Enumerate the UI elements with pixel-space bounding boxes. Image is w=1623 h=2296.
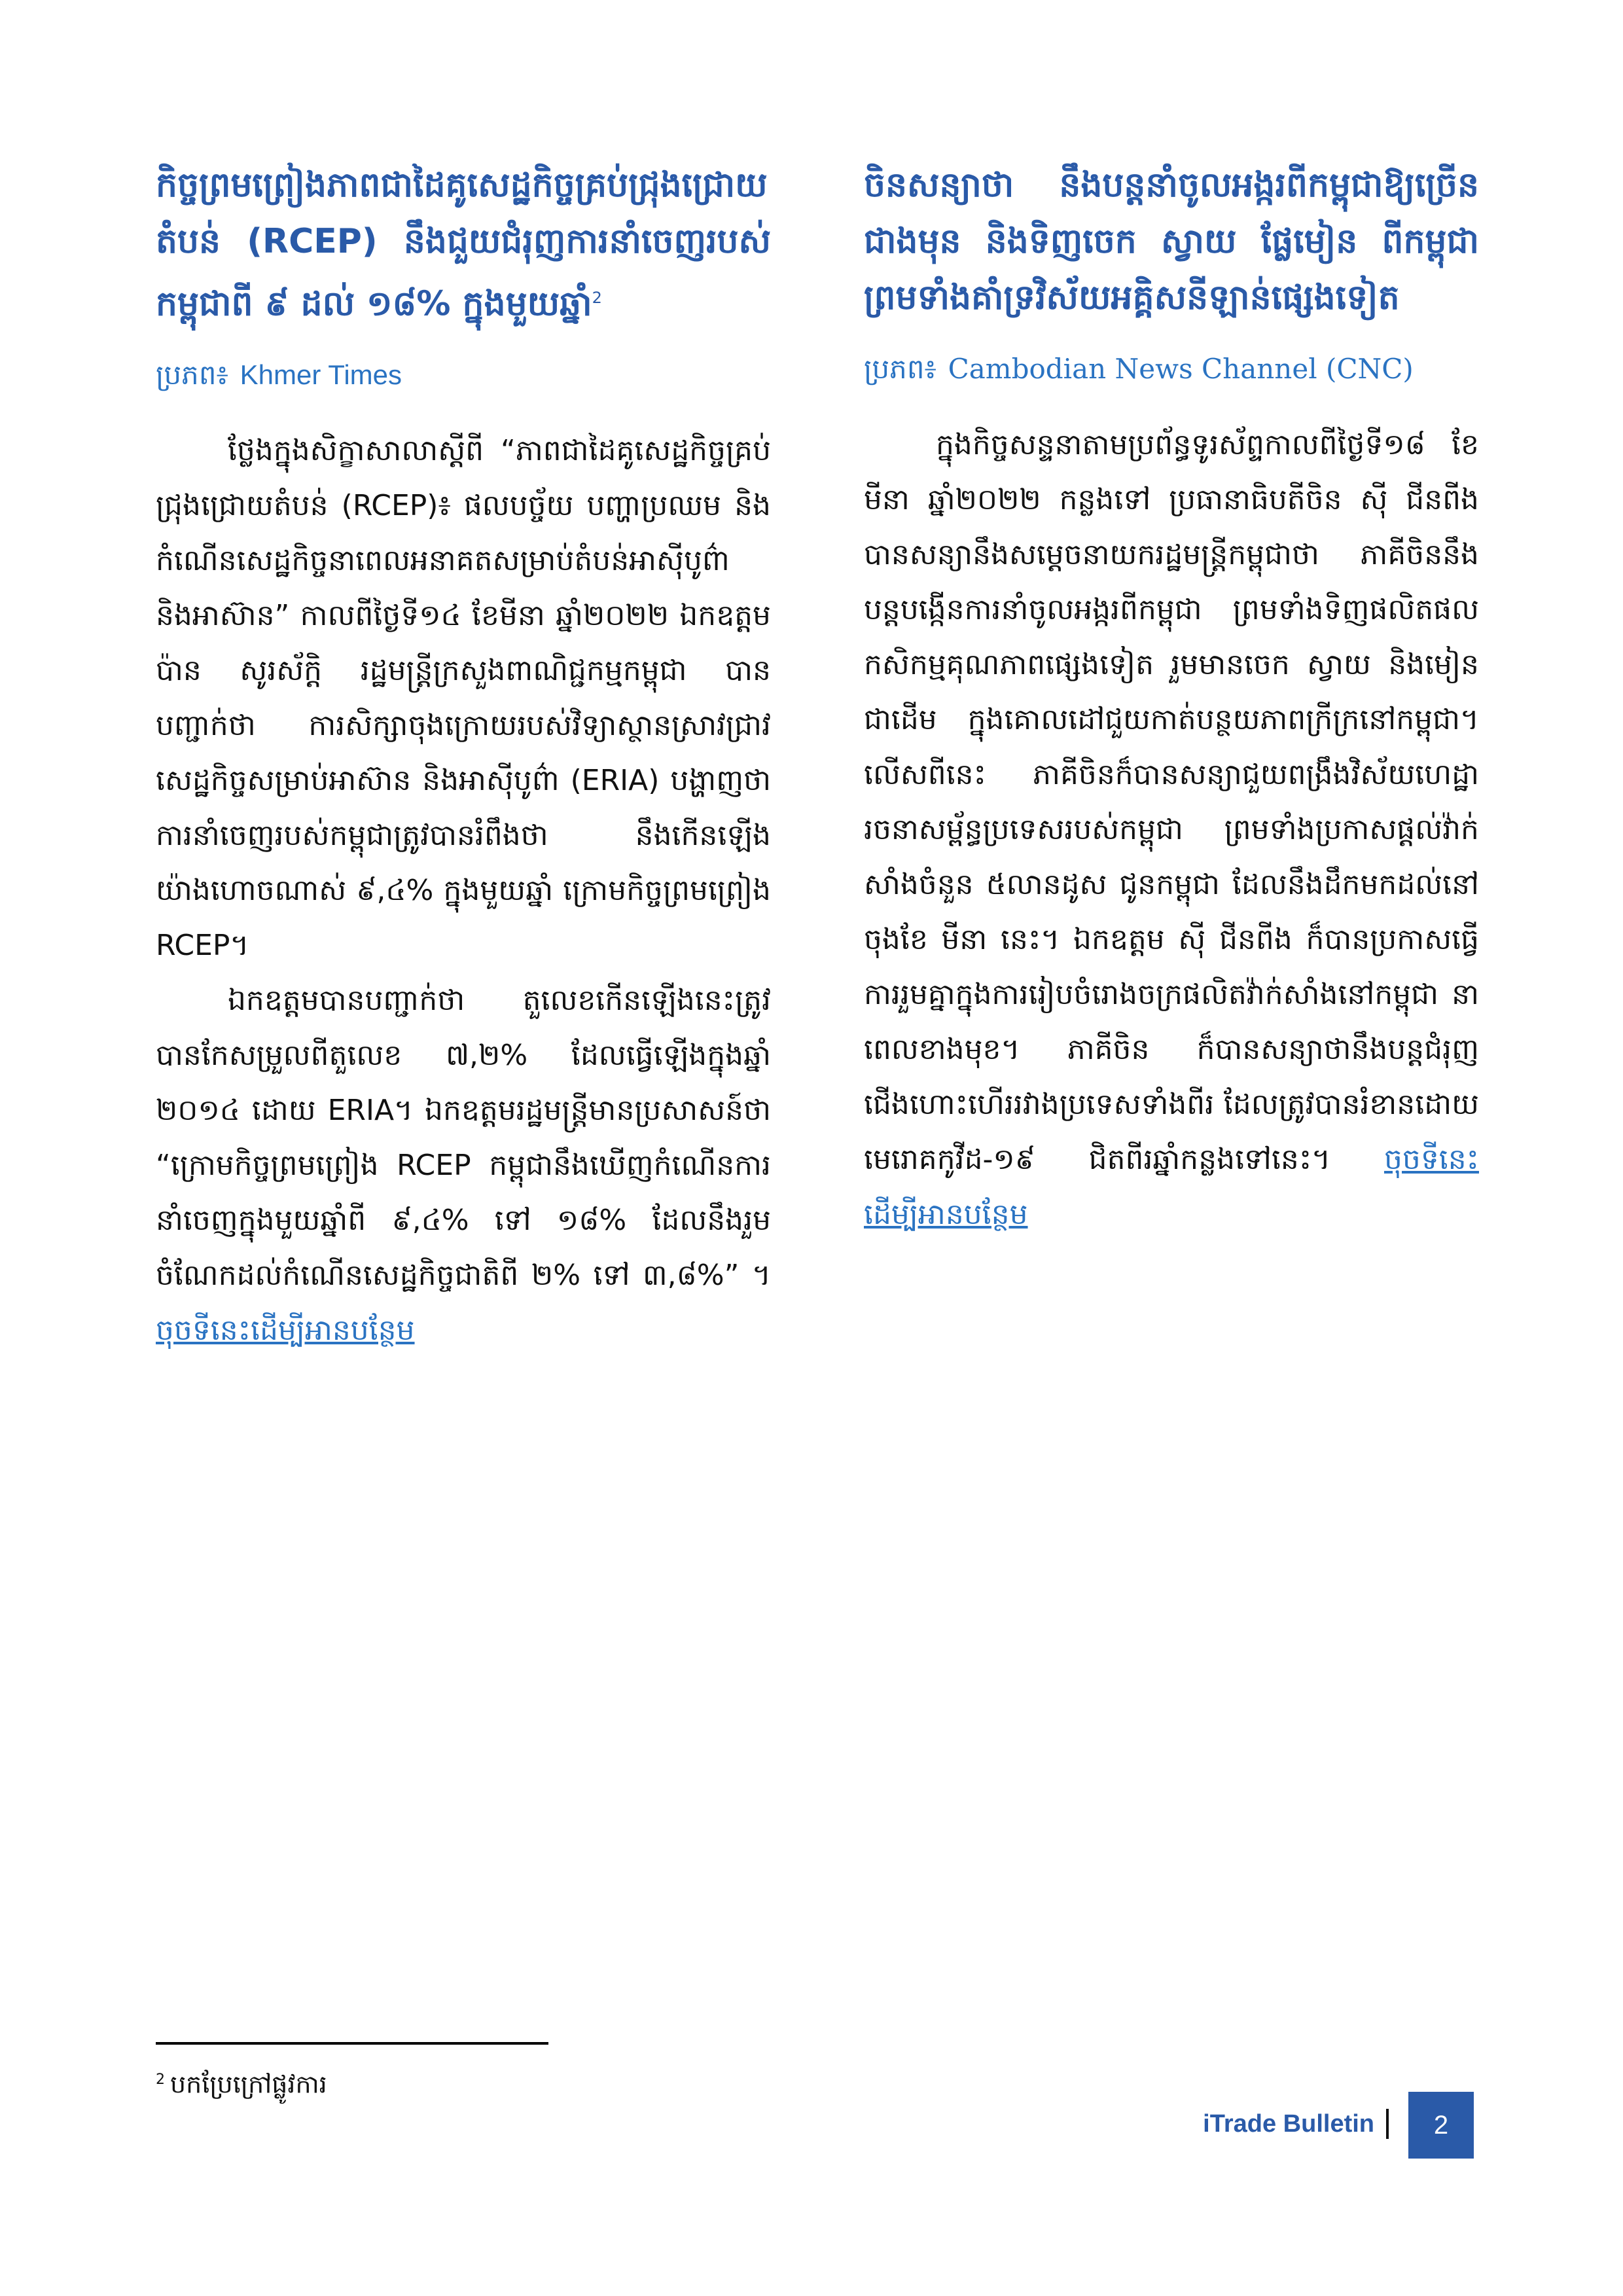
article-rcep xyxy=(156,157,771,1358)
paragraph-text: ក្នុងកិច្ចសន្ទនាតាមប្រព័ន្ធទូរស័ព្ទកាលពីថ្ងៃទី១៨ ខែមីនា ឆ្នាំ២០២២ កន្លងទៅ ប្រធានាធិបតីចិន ស៊ី ជីនពីង បានសន្យានឹងសម្តេចនាយករដ្ឋមន្ត្រីកម្ពុជាថា ភាគីចិននឹងបន្តបង្កើនការនាំចូលអង្ករពីកម្ពុជា ព្រមទាំងទិញផលិតផលកសិកម្មគុណភាពផ្សេងទៀត រួមមានចេក ស្វាយ និងមៀន ជាដើម ក្នុងគោលដៅជួយកាត់បន្ថយភាពក្រីក្រនៅកម្ពុជា។ លើសពីនេះ ភាគីចិនក៏បានសន្យាជួយពង្រឹងវិស័យហេដ្ឋារចនាសម្ព័ន្ធប្រទេសរបស់កម្ពុជា ព្រមទាំងប្រកាសផ្តល់វ៉ាក់សាំងចំនួន ៥លានដូស ជូនកម្ពុជា ដែលនឹងដឹកមកដល់នៅចុងខែ មីនា នេះ។ ឯកឧត្តម ស៊ី ជីនពីង ក៏បានប្រកាសធ្វើការរួមគ្នាក្នុងការរៀបចំរោងចក្រផលិតវ៉ាក់សាំងនៅកម្ពុជា នាពេលខាងមុខ។ ភាគីចិន ក៏បានសន្យាថានឹងបន្តជំរុញជើងហោះហើររវាងប្រទេសទាំងពីរ ដែលត្រូវបានរំខានដោយមេរោគកូវីដ-១៩ ជិតពីរឆ្នាំកន្លងទៅនេះ។ xyxy=(864,428,1479,1176)
article-headline: ចិនសន្យាថា នឹងបន្តនាំចូលអង្ករពីកម្ពុជាឱ្យច្រើនជាងមុន និងទិញចេក ស្វាយ ផ្លែមៀន ពីកម្ពុជា ព្រមទាំងគាំទ្រវិស័យអគ្គិសនីឡាន់ផ្សេងទៀត xyxy=(864,166,1479,317)
footer-separator xyxy=(1386,2109,1389,2139)
page-number: 2 xyxy=(1408,2092,1474,2159)
article-paragraph-with-link xyxy=(156,973,771,1358)
article-paragraph: ថ្លែងក្នុងសិក្ខាសាលាស្តីពី “ភាពជាដៃគូសេដ្ឋកិច្ចគ្រប់ជ្រុងជ្រោយតំបន់ (RCEP)៖ ផលបច្ច័យ បញ្ហាប្រឈម និងកំណើនសេដ្ឋកិច្ចនាពេលអនាគតសម្រាប់តំបន់អាស៊ីបូព៌ា និងអាស៊ាន” កាលពីថ្ងៃទី១៤ ខែមីនា ឆ្នាំ២០២២ ឯកឧត្តម ប៉ាន សូរស័ក្តិ រដ្ឋមន្ត្រីក្រសួងពាណិជ្ជកម្មកម្ពុជា បានបញ្ជាក់ថា ការសិក្សាចុងក្រោយរបស់វិទ្យាស្ថានស្រាវជ្រាវសេដ្ឋកិច្ចសម្រាប់អាស៊ាន និងអាស៊ីបូព៌ា (ERIA) បង្ហាញថា ការនាំចេញរបស់កម្ពុជាត្រូវបានរំពឹងថា នឹងកើនឡើងយ៉ាងហោចណាស់ ៩,៤% ក្នុងមួយឆ្នាំ ក្រោមកិច្ចព្រមព្រៀង RCEP។ xyxy=(156,434,771,963)
footnote-divider xyxy=(156,2042,548,2045)
paragraph-text: ឯកឧត្តមបានបញ្ជាក់ថា តួលេខកើនឡើងនេះត្រូវបានកែសម្រួលពីតួលេខ ៧,២% ដែលធ្វើឡើងក្នុងឆ្នាំ ២០១៤ ដោយ ERIA។ ឯកឧត្តមរដ្ឋមន្ត្រីមានប្រសាសន៍ថា “ក្រោមកិច្ចព្រមព្រៀង RCEP កម្ពុជានឹងឃើញកំណើនការនាំចេញក្នុងមួយឆ្នាំពី ៩,៤% ទៅ ១៨% ដែលនឹងរួមចំណែកដល់កំណើនសេដ្ឋកិច្ចជាតិពី ២% ទៅ ៣,៨%” ។ xyxy=(156,984,771,1293)
source-label: ប្រភព៖ xyxy=(156,359,228,391)
article-headline xyxy=(156,157,771,332)
article-china-cambodia xyxy=(864,157,1479,1242)
footnote-text: បកប្រែក្រៅផ្លូវការ xyxy=(170,2070,327,2099)
article-paragraph-with-link xyxy=(864,418,1479,1242)
source-label: ប្រភព៖ xyxy=(864,353,936,384)
headline-text: កិច្ចព្រមព្រៀងភាពជាដៃគូសេដ្ឋកិច្ចគ្រប់ជ្រុងជ្រោយតំបន់ (RCEP) នឹងជួយជំរុញការនាំចេញរបស់កម្ពុជាពី ៩ ដល់ ១៨% ក្នុងមួយឆ្នាំ xyxy=(156,166,771,324)
source-name: Khmer Times xyxy=(240,359,402,391)
footnote xyxy=(156,2060,327,2104)
footnote-number: 2 xyxy=(156,2072,165,2088)
footer-brand: iTrade Bulletin xyxy=(1203,2110,1374,2138)
article-source xyxy=(864,350,1479,389)
read-more-link[interactable]: ចុចទីនេះដើម្បីអានបន្ថែម xyxy=(864,1143,1479,1231)
source-name: Cambodian News Channel (CNC) xyxy=(948,353,1414,385)
footnote-reference[interactable]: 2 xyxy=(592,289,602,307)
article-source xyxy=(156,355,771,395)
read-more-link[interactable]: ចុចទីនេះដើម្បីអានបន្ថែម xyxy=(156,1314,415,1348)
